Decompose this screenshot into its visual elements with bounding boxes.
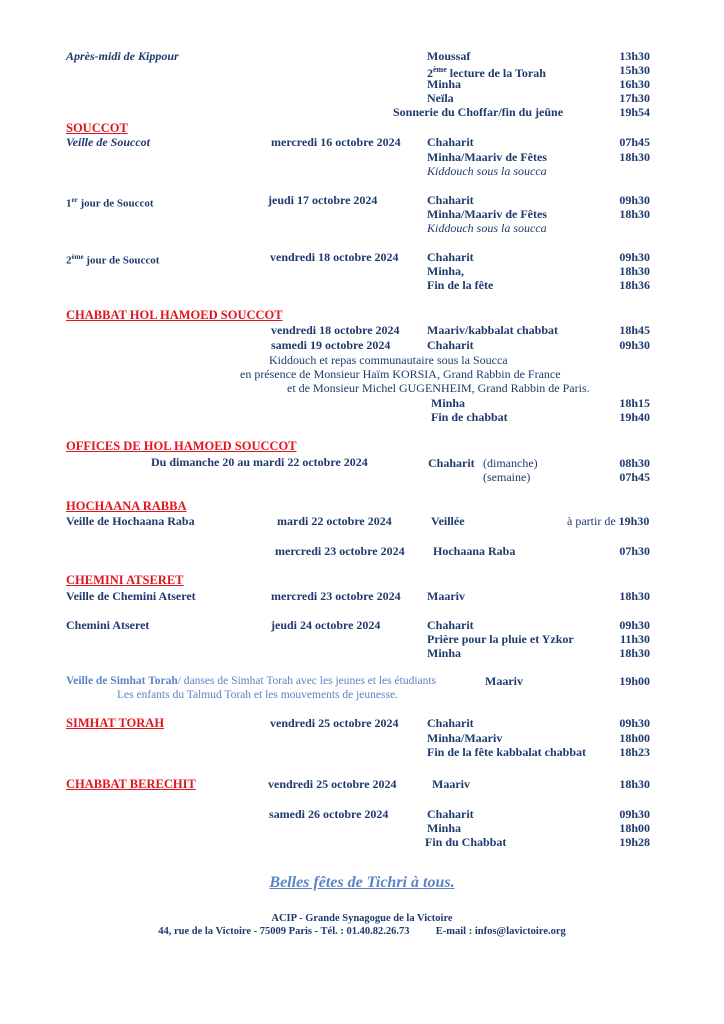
souccot-veille-minha-time: 18h30 xyxy=(619,150,650,164)
chemini-maariv: Maariv xyxy=(427,589,465,603)
offices-semaine-time: 07h45 xyxy=(619,470,650,484)
berechit-heading: CHABBAT BERECHIT xyxy=(66,777,196,791)
kippour-moussaf-time: 13h30 xyxy=(619,49,650,63)
berechit-maariv-time: 18h30 xyxy=(619,777,650,791)
chemini-minha-time: 18h30 xyxy=(619,646,650,660)
hochaana-raba-time: 07h30 xyxy=(619,544,650,558)
souccot-jour1-chaharit-time: 09h30 xyxy=(619,193,650,207)
kippour-lecture-time: 15h30 xyxy=(619,63,650,77)
chemini-pluie: Prière pour la pluie et Yzkor xyxy=(427,632,574,646)
kippour-moussaf: Moussaf xyxy=(427,49,471,63)
souccot-heading: SOUCCOT xyxy=(66,121,128,135)
offices-dimanche-time: 08h30 xyxy=(619,456,650,470)
chabbat-hol-maariv-time: 18h45 xyxy=(619,323,650,337)
chabbat-hol-date2: samedi 19 octobre 2024 xyxy=(271,338,391,352)
hochaana-label: Veille de Hochaana Raba xyxy=(66,514,195,528)
kippour-choffar: Sonnerie du Choffar/fin du jeûne xyxy=(393,105,564,119)
souccot-jour2-chaharit: Chaharit xyxy=(427,250,474,264)
hochaana-raba: Hochaana Raba xyxy=(433,544,516,558)
chabbat-hol-note1: Kiddouch et repas communautaire sous la Soucca xyxy=(269,353,508,367)
closing-wishes: Belles fêtes de Tichri à tous. xyxy=(269,874,455,891)
souccot-jour2-label: 2ème jour de Souccot xyxy=(66,253,160,267)
footer-address: 44, rue de la Victoire - 75009 Paris - Tél. : 01.40.82.26.73 E-mail : infos@lavictoire.org xyxy=(158,926,566,937)
chemini-maariv-time: 18h30 xyxy=(619,589,650,603)
berechit-date2: samedi 26 octobre 2024 xyxy=(269,807,389,821)
chabbat-hol-chaharit: Chaharit xyxy=(427,338,474,352)
souccot-jour1-date: jeudi 17 octobre 2024 xyxy=(268,193,378,207)
simhat-fin-time: 18h23 xyxy=(619,745,650,759)
chemini-date2: jeudi 24 octobre 2024 xyxy=(271,618,381,632)
souccot-jour2-chaharit-time: 09h30 xyxy=(619,250,650,264)
offices-dimanche: (dimanche) xyxy=(483,456,538,470)
simhat-veille-note: Les enfants du Talmud Torah et les mouvements de jeunesse. xyxy=(117,689,398,701)
souccot-veille-minha: Minha/Maariv de Fêtes xyxy=(427,150,547,164)
chemini-pluie-time: 11h30 xyxy=(619,632,650,646)
berechit-chaharit-time: 09h30 xyxy=(619,807,650,821)
simhat-veille-maariv: Maariv xyxy=(485,674,523,688)
chemini-minha: Minha xyxy=(427,646,462,660)
berechit-date1: vendredi 25 octobre 2024 xyxy=(268,777,397,791)
chabbat-hol-fin: Fin de chabbat xyxy=(431,410,508,424)
kippour-lecture: 2ème lecture de la Torah xyxy=(427,65,546,80)
kippour-neila-time: 17h30 xyxy=(619,91,650,105)
chabbat-hol-heading: CHABBAT HOL HAMOED SOUCCOT xyxy=(66,308,283,322)
souccot-jour1-minha-time: 18h30 xyxy=(619,207,650,221)
hochaana-date1: mardi 22 octobre 2024 xyxy=(277,514,392,528)
souccot-jour2-minha: Minha, xyxy=(427,264,465,278)
chabbat-hol-minha: Minha xyxy=(431,396,466,410)
kippour-choffar-time: 19h54 xyxy=(619,105,650,119)
hochaana-date2: mercredi 23 octobre 2024 xyxy=(275,544,405,558)
souccot-jour2-fin-time: 18h36 xyxy=(619,278,650,292)
souccot-veille-chaharit-time: 07h45 xyxy=(619,135,650,149)
hochaana-veillee: Veillée xyxy=(431,514,465,528)
hochaana-heading: HOCHAANA RABBA xyxy=(66,499,187,513)
berechit-fin-time: 19h28 xyxy=(619,835,650,849)
souccot-veille-chaharit: Chaharit xyxy=(427,135,474,149)
souccot-jour2-fin: Fin de la fête xyxy=(427,278,494,292)
souccot-jour2-date: vendredi 18 octobre 2024 xyxy=(270,250,399,264)
kippour-minha: Minha xyxy=(427,77,462,91)
simhat-veille-line: Veille de Simhat Torah/ danses de Simhat Torah avec les jeunes et les étudiants xyxy=(66,675,437,687)
souccot-jour1-chaharit: Chaharit xyxy=(427,193,474,207)
offices-semaine: (semaine) xyxy=(483,470,531,484)
chemini-chaharit-time: 09h30 xyxy=(619,618,650,632)
berechit-maariv: Maariv xyxy=(432,777,470,791)
souccot-veille-label: Veille de Souccot xyxy=(66,135,150,149)
souccot-jour1-label: 1er jour de Souccot xyxy=(66,196,154,210)
berechit-chaharit: Chaharit xyxy=(427,807,474,821)
souccot-veille-date: mercredi 16 octobre 2024 xyxy=(271,135,401,149)
hochaana-veillee-time: à partir de 19h30 xyxy=(567,514,650,528)
kippour-minha-time: 16h30 xyxy=(619,77,650,91)
chabbat-hol-maariv: Maariv/kabbalat chabbat xyxy=(427,323,559,337)
simhat-fin: Fin de la fête kabbalat chabbat xyxy=(427,745,587,759)
simhat-minha-time: 18h00 xyxy=(619,731,650,745)
footer-org: ACIP - Grande Synagogue de la Victoire xyxy=(271,913,453,924)
kippour-label: Après-midi de Kippour xyxy=(66,49,179,63)
simhat-chaharit: Chaharit xyxy=(427,716,474,730)
chemini-label2: Chemini Atseret xyxy=(66,618,150,632)
simhat-date: vendredi 25 octobre 2024 xyxy=(270,716,399,730)
offices-dates: Du dimanche 20 au mardi 22 octobre 2024 xyxy=(151,455,368,469)
souccot-jour1-minha: Minha/Maariv de Fêtes xyxy=(427,207,547,221)
berechit-minha: Minha xyxy=(427,821,462,835)
simhat-veille-time: 19h00 xyxy=(619,674,650,688)
chabbat-hol-minha-time: 18h15 xyxy=(619,396,650,410)
souccot-jour2-minha-time: 18h30 xyxy=(619,264,650,278)
berechit-minha-time: 18h00 xyxy=(619,821,650,835)
souccot-veille-note: Kiddouch sous la soucca xyxy=(427,164,547,178)
kippour-neila: Neïla xyxy=(427,91,454,105)
chemini-chaharit: Chaharit xyxy=(427,618,474,632)
simhat-chaharit-time: 09h30 xyxy=(619,716,650,730)
chabbat-hol-fin-time: 19h40 xyxy=(619,410,650,424)
simhat-minha: Minha/Maariv xyxy=(427,731,503,745)
chabbat-hol-chaharit-time: 09h30 xyxy=(619,338,650,352)
souccot-jour1-note: Kiddouch sous la soucca xyxy=(427,221,547,235)
chabbat-hol-note3: et de Monsieur Michel GUGENHEIM, Grand Rabbin de Paris. xyxy=(287,381,590,395)
simhat-heading: SIMHAT TORAH xyxy=(66,716,165,730)
offices-heading: OFFICES DE HOL HAMOED SOUCCOT xyxy=(66,439,297,453)
berechit-fin: Fin du Chabbat xyxy=(425,835,507,849)
chemini-heading: CHEMINI ATSERET xyxy=(66,573,184,587)
chemini-date1: mercredi 23 octobre 2024 xyxy=(271,589,401,603)
chemini-label1: Veille de Chemini Atseret xyxy=(66,589,196,603)
offices-chaharit: Chaharit xyxy=(428,456,475,470)
chabbat-hol-note2: en présence de Monsieur Haïm KORSIA, Grand Rabbin de France xyxy=(240,367,561,381)
chabbat-hol-date1: vendredi 18 octobre 2024 xyxy=(271,323,400,337)
